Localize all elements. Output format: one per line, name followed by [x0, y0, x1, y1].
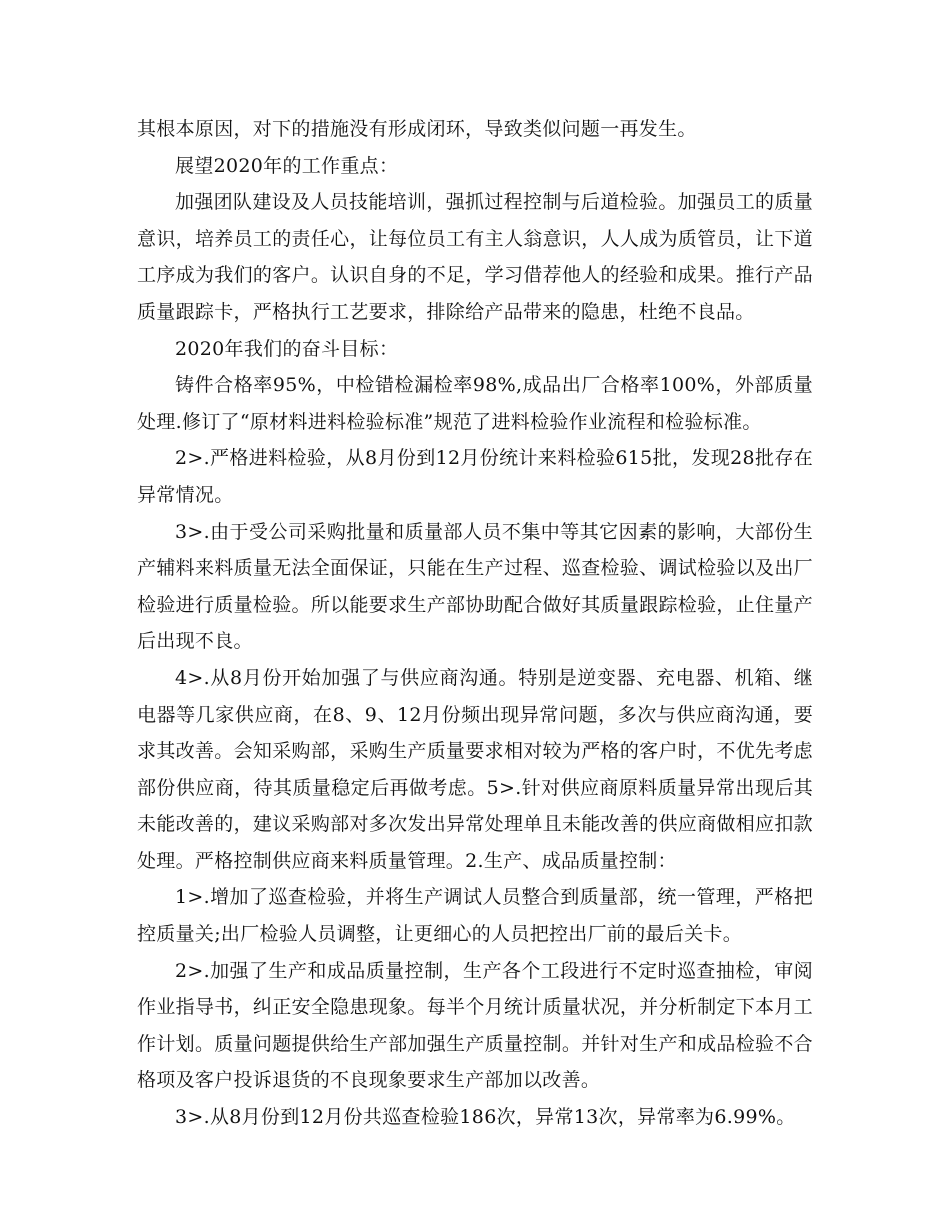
- paragraph-inspection-statistics: 3>.从8月份到12月份共巡查检验186次，异常13次，异常率为6.99%。: [175, 1106, 796, 1129]
- paragraph-team-building: 加强团队建设及人员技能培训，强抓过程控制与后道检验。加强员工的质量意识，培养员工的责任心，让每位员工有主人翁意识，人人成为质管员，让下道工序成为我们的客户。认识自身的不足，学习借荐他人的经验和成果。推行产品质量跟踪卡，严格执行工艺要求，排除给产品带来的隐患，杜绝不良品。: [137, 191, 813, 323]
- paragraph-goal-rates: 铸件合格率95%，中检错检漏检率98%,成品出厂合格率100%，外部质量处理.修订了“原材料进料检验标准”规范了进料检验作业流程和检验标准。: [137, 374, 813, 433]
- paragraph-incoming-inspection: 2>.严格进料检验，从8月份到12月份统计来料检验615批，发现28批存在异常情况。: [137, 447, 813, 506]
- paragraph-2020-goals-heading: 2020年我们的奋斗目标：: [175, 337, 399, 360]
- paragraph-2020-focus-heading: 展望2020年的工作重点：: [175, 154, 399, 177]
- paragraph-purchasing-influence: 3>.由于受公司采购批量和质量部人员不集中等其它因素的影响，大部份生产辅料来料质量无法全面保证，只能在生产过程、巡查检验、调试检验以及出厂检验进行质量检验。所以能要求生产部协助配合做好其质量跟踪检验，止住量产后出现不良。: [137, 520, 813, 653]
- paragraph-production-quality-control: 2>.加强了生产和成品质量控制，生产各个工段进行不定时巡查抽检，审阅作业指导书，纠正安全隐患现象。每半个月统计质量状况，并分析制定下本月工作计划。质量问题提供给生产部加强生产质量控制。并针对生产和成品检验不合格项及客户投诉退货的不良现象要求生产部加以改善。: [137, 959, 813, 1092]
- document-body: [137, 111, 813, 1136]
- paragraph-supplier-communication: 4>.从8月份开始加强了与供应商沟通。特别是逆变器、充电器、机箱、继电器等几家供应商，在8、9、12月份频出现异常问题，多次与供应商沟通，要求其改善。会知采购部，采购生产质量要求相对较为严格的客户时，不优先考虑部份供应商，待其质量稳定后再做考虑。5>.针对供应商原料质量异常出现后其未能改善的，建议采购部对多次发出异常处理单且未能改善的供应商做相应扣款处理。严格控制供应商来料质量管理。2.生产、成品质量控制：: [137, 666, 813, 872]
- paragraph-root-cause: 其根本原因，对下的措施没有形成闭环，导致类似问题一再发生。: [137, 118, 697, 140]
- paragraph-patrol-inspection: 1>.增加了巡查检验，并将生产调试人员整合到质量部，统一管理，严格把控质量关;出厂检验人员调整，让更细心的人员把控出厂前的最后关卡。: [137, 886, 813, 946]
